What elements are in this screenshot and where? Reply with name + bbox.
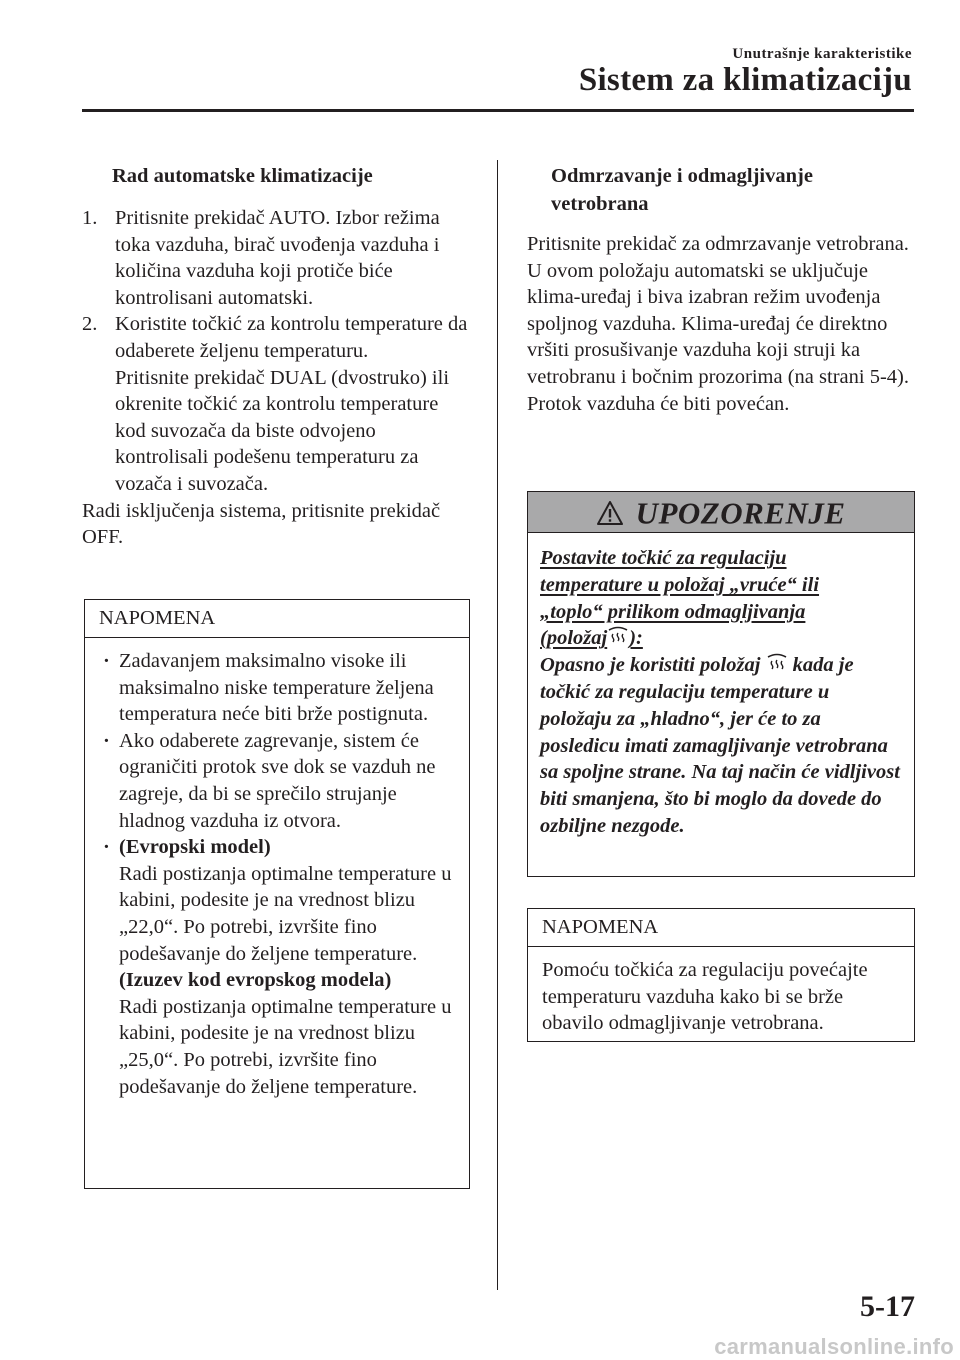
paragraph: U ovom položaju automatski se uključuje klima-uređaj i biva izabran režim uvođenja spoljnog vazduha. Klima-uređaj će direktno vršiti prosušivanje vazduha koji struji ka vetrobranu i bočnim prozorima (na strani 5-4). Protok vazduha će biti povećan. (527, 259, 909, 415)
warning-triangle-icon (596, 500, 624, 526)
note-body (85, 638, 469, 1100)
warning-underlined-line (540, 625, 900, 652)
note-bullet (101, 648, 455, 728)
section-title: Unutrašnje karakteristike (732, 46, 912, 62)
step-1 (82, 205, 474, 311)
watermark: carmanualsonline.info (714, 1334, 954, 1359)
warning-text (540, 652, 900, 840)
note-box-right (527, 908, 915, 1042)
step-text: Koristite točkić za kontrolu temperature da odaberete željenu temperaturu. (115, 313, 468, 362)
step-number: 2. (82, 313, 98, 336)
step-number: 1. (82, 207, 98, 229)
column-divider (497, 160, 498, 1290)
note-bullet (101, 834, 455, 1100)
note-text: Pomoću točkića za regulaciju povećajte temperaturu vazduha kako bi se brže obavilo odmagljivanje vetrobrana. (542, 959, 868, 1035)
bullet-dot: · (103, 836, 110, 859)
warning-underlined-line: temperature u položaj „vruće“ ili (540, 573, 820, 596)
note-title: NAPOMENA (528, 909, 914, 947)
bullet-dot: · (103, 650, 110, 672)
steps-list (82, 205, 474, 551)
note-box-left (84, 599, 470, 1189)
step-text: Pritisnite prekidač AUTO. Izbor režima toka vazduha, birač uvođenja vazduha i količina vazduha koji protiče biće kontrolisani automatski. (115, 207, 440, 309)
header-rule (82, 109, 914, 112)
warning-box (527, 491, 915, 877)
bullet-text: Zadavanjem maksimalno visoke ili maksimalno niske temperature željena temperatura neće biti brže postignuta. (119, 650, 434, 726)
warning-text-start: Opasno je koristiti položaj (540, 654, 761, 677)
page-title: Sistem za klimatizaciju (578, 62, 912, 98)
warning-header (528, 492, 914, 533)
bullet-label: (Izuzev kod evropskog modela) (119, 969, 392, 992)
step-text-continued: Pritisnite prekidač DUAL (dvostruko) ili okrenite točkić za kontrolu temperature kod suvozača da biste odvojeno kontrolisali podešenu temperaturu za vozača i suvozača. (115, 366, 450, 495)
warning-body (528, 533, 914, 840)
warning-text-rest: kada je točkić za regulaciju temperature u položaju za „hladno“, jer će to za posledicu imati zamagljivanje vetrobrana sa spoljne strane. Na taj način će vidljivost biti smanjena, što bi moglo da dovede do ozbiljne nezgode. (540, 654, 900, 837)
section-heading-defrost: Odmrzavanje i odmagljivanje vetrobrana (551, 165, 813, 215)
windshield-defrost-icon (766, 653, 788, 673)
step-2 (82, 311, 474, 497)
note-body (528, 947, 914, 1037)
note-title: NAPOMENA (85, 600, 469, 638)
bullet-dot: · (103, 729, 110, 752)
windshield-defrost-icon (607, 626, 629, 646)
section-heading-auto: Rad automatske klimatizacije (112, 165, 373, 187)
warning-underlined-line: „toplo“ prilikom odmagljivanja (540, 600, 806, 623)
defrost-text (527, 231, 915, 417)
page-number: 5-17 (860, 1290, 915, 1323)
bullet-text: Radi postizanja optimalne temperature u kabini, podesite je na vrednost blizu „22,0“. Po potrebi, izvršite fino podešavanje do željene temperature. (119, 862, 452, 965)
bullet-label: (Evropski model) (119, 836, 271, 859)
warning-underlined-text: (položaj (540, 627, 608, 650)
bullet-text: Radi postizanja optimalne temperature u kabini, podesite je na vrednost blizu „25,0“. Po potrebi, izvršite fino podešavanje do željene temperature. (119, 995, 452, 1098)
warning-title: UPOZORENJE (635, 495, 846, 531)
bullet-text: Ako odaberete zagrevanje, sistem će ograničiti protok sve dok se vazduh ne zagreje, da bi se sprečilo strujanje hladnog vazduha iz otvora. (119, 729, 436, 832)
off-instruction: Radi isključenja sistema, pritisnite prekidač OFF. (82, 499, 441, 549)
paragraph: Pritisnite prekidač za odmrzavanje vetrobrana. (527, 233, 909, 255)
warning-underlined-line: Postavite točkić za regulaciju (540, 547, 787, 569)
warning-underlined-text: ): (629, 627, 643, 650)
note-bullet (101, 728, 455, 834)
